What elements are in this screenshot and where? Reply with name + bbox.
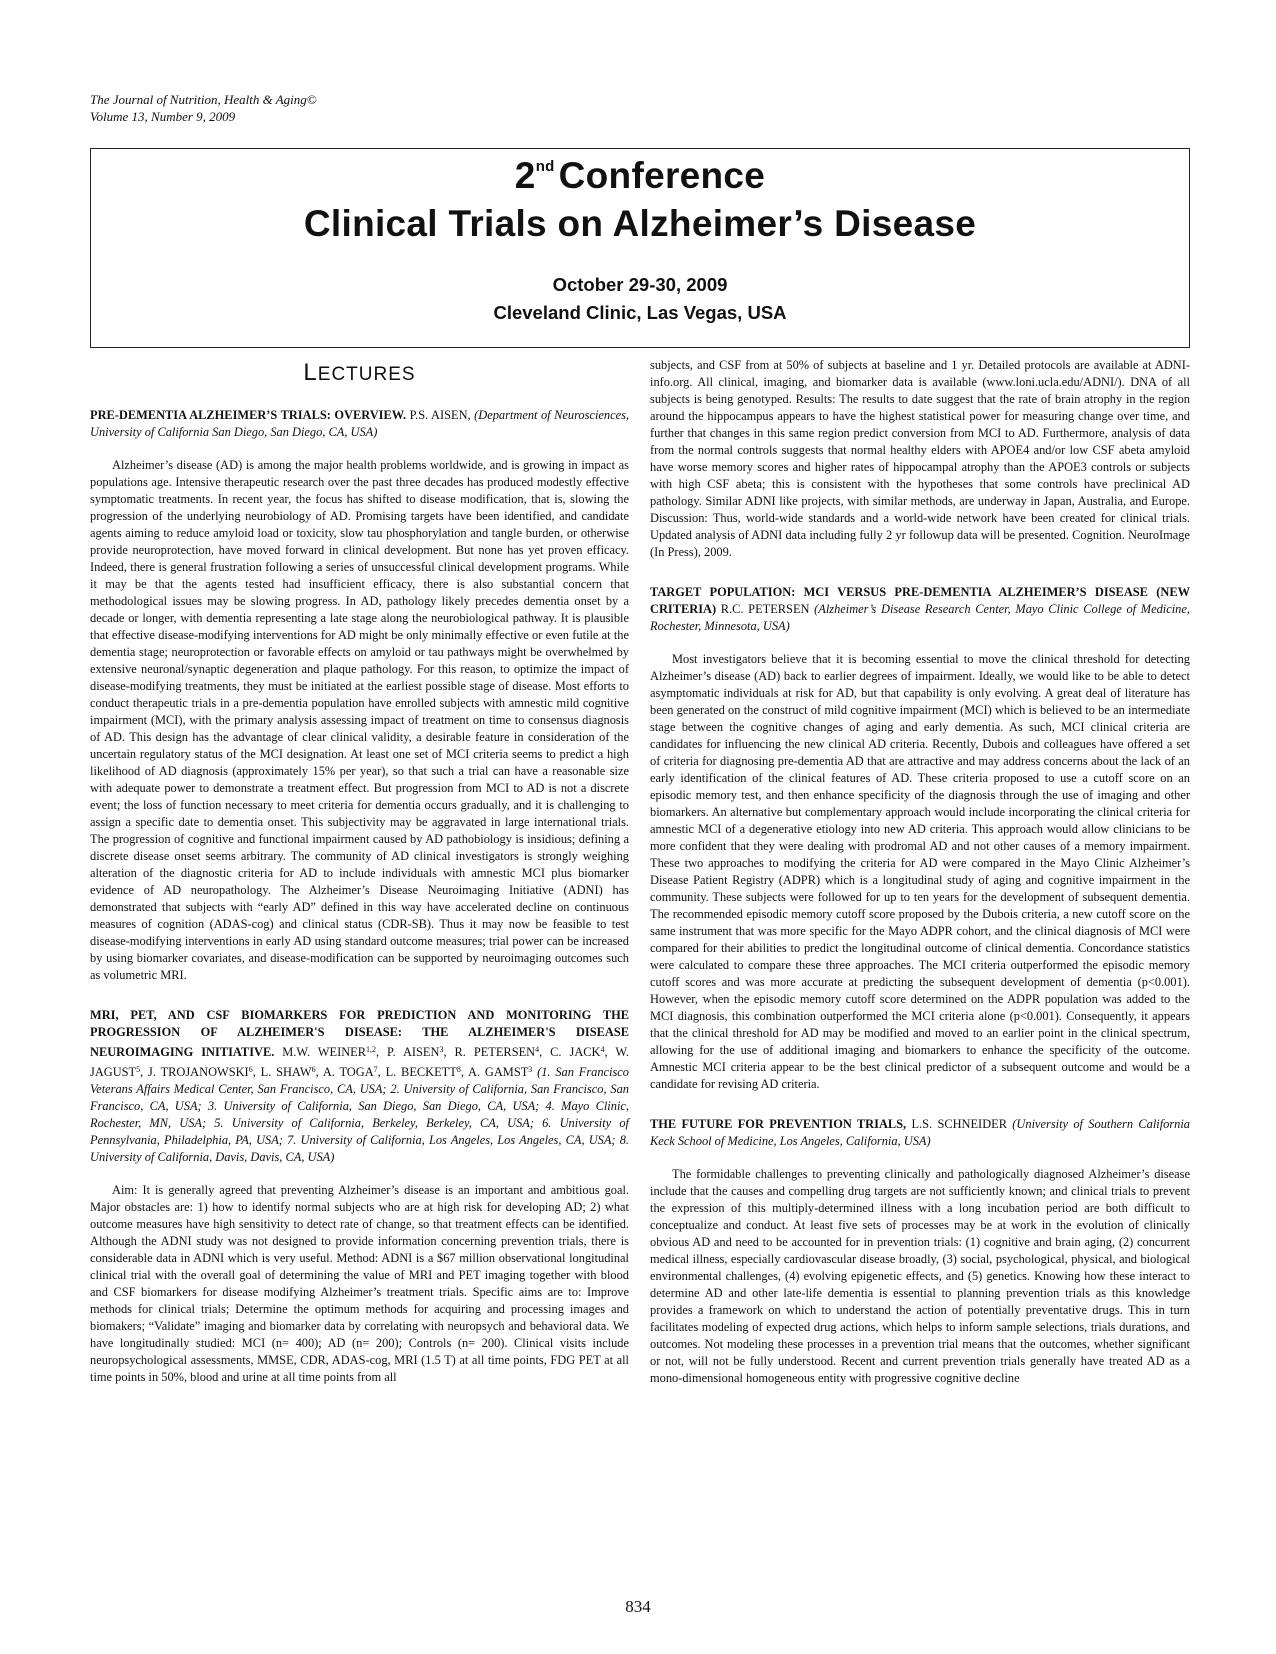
author: M.W. WEINER xyxy=(274,1045,366,1059)
author-affiliation-number: 7 xyxy=(373,1065,378,1074)
article-title: PRE-DEMENTIA ALZHEIMER’S TRIALS: OVERVIEW. xyxy=(90,408,407,422)
right-column xyxy=(650,357,1190,1387)
article-affiliation: (Department of Neurosciences, University of California San Diego, San Diego, CA, USA) xyxy=(90,408,630,439)
author-affiliation-number: 8 xyxy=(456,1065,461,1074)
article-heading xyxy=(90,407,629,441)
section-title xyxy=(90,359,629,386)
section-title-initial: L xyxy=(303,359,318,386)
conference-title xyxy=(91,155,1189,197)
author-affiliation-number: 6 xyxy=(311,1065,316,1074)
article-abstract: The formidable challenges to preventing clinically and pathologically diagnosed Alzheimer’s disease include that the causes and compelling drug targets are not sufficiently known; and clinical trials to prevent the expression of this multiply-determined illness with a long incubation period are both difficult to conceptualize and conduct. At least five sets of processes may be at work in the evolution of clinically obvious AD and need to be accounted for in prevention trials: (1) cognitive and brain aging, (2) concurrent medical illness, especially cardiovascular disease broadly, (3) social, psychological, physical, and biological environmental challenges, (4) evolving epigenetic effects, and (5) genetics. Knowing how these interact to determine AD and other late-life dementia is essential to planning prevention trials as this knowledge provides a framework on which to understand the action of potentially preventative drugs. This in turn facilitates modeling of expected drug actions, which helps to inform sample selections, trials durations, and outcomes. Not modeling these processes in a prevention trial means that the outcomes, whether significant or not, will not be fully understood. Recent and current prevention trials generally have treated AD as a mono-dimensional homogeneous entity with progressive cognitive decline xyxy=(650,1167,1190,1385)
article-abstract: Most investigators believe that it is becoming essential to move the clinical threshold for detecting Alzheimer’s disease (AD) back to earlier degrees of impairment. Ideally, we would like to be able to detect asymptomatic individuals at risk for AD, but that capability is only evolving. A great deal of literature has been generated on the construct of mild cognitive impairment (MCI) which is believed to be an intermediate stage between the cognitive changes of aging and early dementia. As such, MCI clinical criteria are candidates for influencing the new clinical AD criteria. Recently, Dubois and colleagues have offered a set of criteria for diagnosing pre-dementia AD that are attractive and may address concerns about the lack of an early identification of the clinical features of AD. These criteria proposed to use a cutoff score on an episodic memory test, and then enhance specificity of the diagnosis through the use of imaging and other biomarkers. An alternative but complementary approach would include incorporating the clinical criteria for amnestic MCI of a degenerative etiology into new AD criteria. This approach would allow clinicians to be more confident that they were dealing with prodromal AD and not other causes of a memory impairment. These two approaches to modifying the criteria for AD were compared in the Mayo Clinic Alzheimer’s Disease Patient Registry (ADPR) which is a longitudinal study of aging and cognitive impairment in the community. These subjects were followed for up to ten years for the development of subsequent dementia. The recommended episodic memory cutoff score proposed by the Dubois criteria, a new cutoff score on the same instrument that was more specific for the Mayo ADPR cohort, and the clinical diagnosis of MCI were compared for their abilities to predict the longitudinal outcome of clinical dementia. Concordance statistics were calculated to compare these three approaches. The MCI criteria outperformed the episodic memory cutoff scores and was more accurate at predicting the subsequent development of dementia (p<0.001). However, when the episodic memory cutoff score determined on the ADPR population was added to the MCI diagnosis, this combination outperformed the MCI criteria alone (p<0.001). Consequently, it appears that the clinical threshold for AD may be modified and moved to an earlier point in the clinical spectrum, allowing for the use of additional imaging and biomarkers to enhance the specificity of the outcome. Amnestic MCI criteria appear to be the best clinical predictor of a subsequent outcome and would be a candidate for revising AD criteria. xyxy=(650,652,1190,1091)
journal-header xyxy=(90,91,317,125)
conference-ordinal-suffix: nd xyxy=(535,158,555,175)
left-column xyxy=(90,360,629,1386)
author: , L. BECKETT xyxy=(377,1065,457,1079)
conference-dates: October 29-30, 2009 xyxy=(552,274,728,295)
author-affiliation-number: 3 xyxy=(528,1065,533,1074)
conference-banner xyxy=(90,148,1190,348)
author-affiliation-number: 4 xyxy=(535,1045,540,1054)
author-affiliation-number: 1,2 xyxy=(365,1045,376,1054)
article-heading xyxy=(650,1116,1190,1150)
conference-ordinal: 2 xyxy=(514,155,536,196)
author: , C. JACK xyxy=(539,1045,601,1059)
author: , R. PETERSEN xyxy=(443,1045,536,1059)
journal-volume: Volume 13, Number 9, 2009 xyxy=(90,109,236,124)
article-title: MRI, PET, AND CSF BIOMARKERS FOR PREDICTION AND MONITORING THE PROGRESSION OF ALZHEIMER'S DISEASE: THE ALZHEIMER'S DISEASE NEUROIMAGING INITIATIVE. xyxy=(90,1008,629,1059)
article-authors: L.S. SCHNEIDER xyxy=(906,1117,1013,1131)
author: , A. GAMST xyxy=(460,1065,529,1079)
article-heading xyxy=(90,1007,629,1166)
page-number: 834 xyxy=(625,1597,651,1616)
article-title: TARGET POPULATION: MCI VERSUS PRE-DEMENTIA ALZHEIMER’S DISEASE (NEW CRITERIA) xyxy=(650,585,1190,616)
article-abstract-continued: subjects, and CSF from at 50% of subjects at baseline and 1 yr. Detailed protocols are available at ADNI-info.org. All clinical, imaging, and biomarker data is available (www.loni.ucla.edu/ADNI/). DNA of all subjects is being genotyped. Results: The results to date suggest that the rate of brain atrophy in the region around the hippocampus appears to have the highest statistical power for measuring change over time, and further that changes in this same region predict conversion from MCI to AD. Furthermore, analysis of data from the normal controls suggests that normal healthy elders with APOE4 and/or low CSF abeta amyloid have worse memory scores and higher rates of hippocampal atrophy than the APOE3 controls or subjects with high CSF abeta; this is consistent with the hypotheses that some controls have preclinical AD pathology. Similar ADNI like projects, with similar methods, are underway in Japan, Australia, and Europe. Discussion: Thus, world-wide standards and a world-wide network have been created for clinical trials. Updated analysis of ADNI data including fully 2 yr followup data will be presented. Cognition. NeuroImage (In Press), 2009. xyxy=(650,358,1190,559)
section-title-rest: ECTURES xyxy=(317,364,416,385)
article-affiliation: (1. San Francisco Veterans Affairs Medical Center, San Francisco, CA, USA; 2. University of California, San Francisco, San Francisco, CA, USA; 3. University of California, San Diego, San Diego, CA, USA; 4. Mayo Clinic, Rochester, MN, USA; 5. University of California, Berkeley, Berkeley, CA, USA; 6. University of Pennsylvania, Philadelphia, PA, USA; 7. University of California, Los Angeles, Los Angeles, CA, USA; 8. University of California, Davis, Davis, CA, USA) xyxy=(90,1065,629,1164)
author: , W. JAGUST xyxy=(90,1045,629,1079)
author: , P. AISEN xyxy=(375,1045,440,1059)
article-authors: P.S. AISEN, xyxy=(406,408,471,422)
journal-name: The Journal of Nutrition, Health & Aging© xyxy=(90,92,317,107)
article-affiliation: (Alzheimer’s Disease Research Center, Mayo Clinic College of Medicine, Rochester, Minnesota, USA) xyxy=(650,602,1190,633)
article-abstract: Aim: It is generally agreed that preventing Alzheimer’s disease is an important and ambitious goal. Major obstacles are: 1) how to identify normal subjects who are at high risk for developing AD; 2) what outcome measures have high sensitivity to detect rate of change, so that treatment effects can be identified. Although the ADNI study was not designed to provide information concerning prevention trials, there is considerable data in ADNI which is very useful. Method: ADNI is a $67 million observational longitudinal clinical trial with the overall goal of determining the value of MRI and PET imaging together with blood and CSF biomarkers for disease modifying Alzheimer’s treatment trials. Specific aims are to: Improve methods for clinical trials; Determine the optimum methods for acquiring and processing images and biomakers; “Validate” imaging and biomarker data by correlating with neuropsych and behavioral data. We have longitudinally studied: MCI (n= 400); AD (n= 200); Controls (n= 200). Clinical visits include neuropsychological assessments, MMSE, CDR, ADAS-cog, MRI (1.5 T) at all time points, FDG PET at all time points in 50%, blood and urine at all time points from all xyxy=(90,1183,629,1384)
article-title: THE FUTURE FOR PREVENTION TRIALS, xyxy=(650,1117,907,1131)
author: , J. TROJANOWSKI xyxy=(140,1065,249,1079)
author-affiliation-number: 5 xyxy=(136,1065,141,1074)
article-heading xyxy=(650,584,1190,635)
author-affiliation-number: 3 xyxy=(439,1045,444,1054)
author-affiliation-number: 6 xyxy=(248,1065,253,1074)
author: , L. SHAW xyxy=(252,1065,312,1079)
author-affiliation-number: 4 xyxy=(600,1045,605,1054)
conference-subtitle: Clinical Trials on Alzheimer’s Disease xyxy=(303,203,977,244)
article-authors: R.C. PETERSEN xyxy=(716,602,815,616)
article-abstract: Alzheimer’s disease (AD) is among the major health problems worldwide, and is growing in impact as populations age. Intensive therapeutic research over the past three decades has produced modestly effective symptomatic treatments. In recent year, the focus has shifted to disease modification, that is, slowing the progression of the underlying neurobiology of AD. Promising targets have been identified, and candidate agents aiming to reduce amyloid load or toxicity, slow tau phosphorylation and tangle burden, or otherwise provide neuroprotection, have moved forward in clinical development. But none has yet proven efficacy. Indeed, there is general frustration following a series of unsuccessful clinical development programs. While it may be that the agents tested had insufficient efficacy, there is also substantial concern that methodological issues may be slowing progress. In AD, pathology likely precedes dementia onset by a decade or longer, with dementia representing a late stage along the neurobiological pathway. It is plausible that effective disease-modifying interventions for AD might be only minimally effective or even futile at the dementia stage; neuroprotection or favorable effects on amyloid or tau pathways might be overwhelmed by extensive neuronal/synaptic degeneration and plaque pathology. For this reason, to optimize the impact of disease-modifying treatments, they must be initiated at the earliest possible stage of disease. Most efforts to conduct therapeutic trials in a pre-dementia population have enrolled subjects with amnestic mild cognitive impairment (MCI), with the primary analysis assessing impact of treatment on time to consensus diagnosis of AD. This design has the advantage of clear clinical validity, a desirable feature in consideration of the uncertain regulatory status of the MCI designation. At least one set of MCI criteria seems to predict a high likelihood of AD diagnosis (approximately 15% per year), so that such a trial can have a reasonable size with adequate power to demonstrate a treatment effect. But progression from MCI to AD is not a discrete event; the loss of function necessary to meet criteria for dementia occurs gradually, and it is challenging to assign a specific date to dementia onset. This subjectivity may be aggravated in large international trials. The progression of cognitive and functional impairment caused by AD pathobiology is insidious; defining a discrete disease onset seems arbitrary. The community of AD clinical investigators is strongly weighing alteration of the diagnostic criteria for AD to include individuals with amnestic MCI plus biomarker evidence of AD neuropathology. The Alzheimer’s Disease Neuroimaging Initiative (ADNI) has demonstrated that subjects with “early AD” defined in this way have accelerated decline on continuous measures of cognition (ADAS-cog) and clinical status (CDR-SB). Thus it may now be feasible to test disease-modifying interventions in early AD using standard outcome measures; trial power can be increased by using biomarker covariates, and disease-modification can be supported by neuroimaging outcomes such as volumetric MRI. xyxy=(90,458,629,982)
conference-venue: Cleveland Clinic, Las Vegas, USA xyxy=(493,302,787,323)
article-affiliation: (University of Southern California Keck School of Medicine, Los Angeles, California, USA) xyxy=(650,1117,1190,1148)
conference-word: Conference xyxy=(558,155,766,196)
author: , A. TOGA xyxy=(315,1065,374,1079)
